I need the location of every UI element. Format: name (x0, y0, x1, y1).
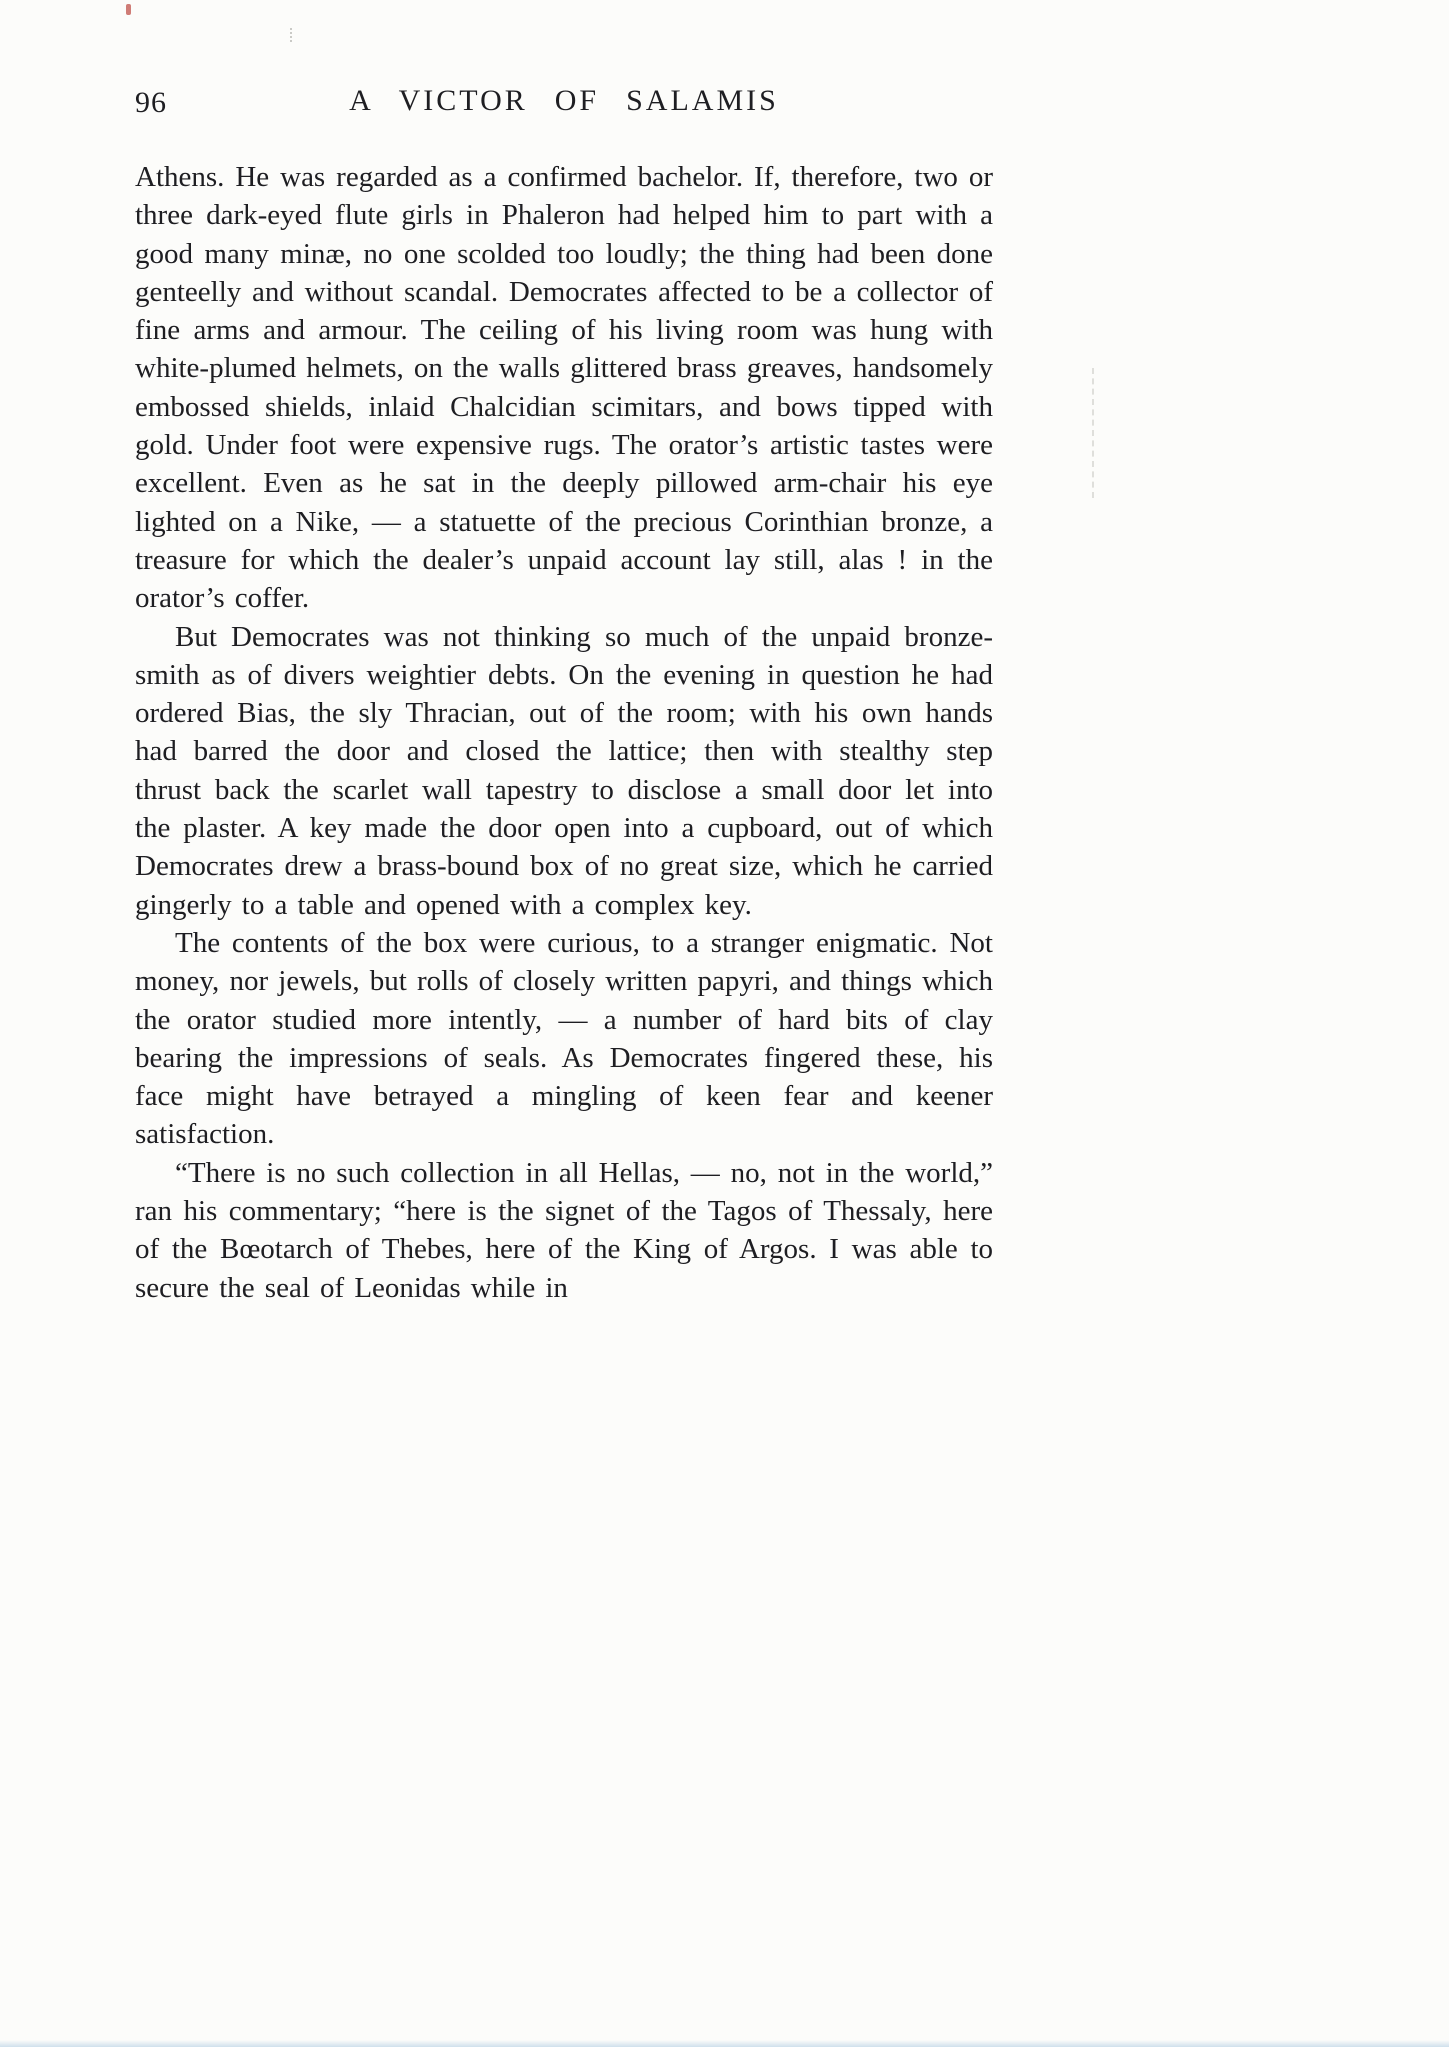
running-title: A VICTOR OF SALAMIS (349, 84, 779, 117)
paragraph-4: “There is no such collection in all Hellas, — no, not in the world,” ran his commentary; “here is the signet of the Tagos of Thessaly, here of the Bœotarch of Thebes, here of the King of Argos. I was able to secure the seal of Leonidas while in (135, 1156, 993, 1304)
page-header (135, 84, 993, 124)
scan-speck-colon (290, 28, 295, 42)
text-block (135, 158, 993, 1307)
scan-speck-margin (1092, 368, 1096, 498)
paragraph-3: The contents of the box were curious, to a stranger enigmatic. Not money, nor jewels, but rolls of closely written papyri, and things which the orator studied more intently, — a number of hard bits of clay bearing the impressions of seals. As Democrates fingered these, his face might have betrayed a mingling of keen fear and keener satisfaction. (135, 926, 993, 1151)
scan-edge-artifact (0, 2040, 1449, 2047)
paragraph-2: But Democrates was not thinking so much of the unpaid bronze-smith as of divers weightier debts. On the evening in question he had ordered Bias, the sly Thracian, out of the room; with his own hands had barred the door and closed the lattice; then with stealthy step thrust back the scarlet wall tapestry to disclose a small door let into the plaster. A key made the door open into a cupboard, out of which Democrates drew a brass-bound box of no great size, which he carried gingerly to a table and opened with a complex key. (135, 620, 993, 921)
scan-speck-red (126, 4, 131, 15)
page-number: 96 (135, 86, 167, 119)
paragraph-1: Athens. He was regarded as a confirmed bachelor. If, therefore, two or three dark-eyed flute girls in Phaleron had helped him to part with a good many minæ, no one scolded too loudly; the thing had been done genteelly and without scandal. Democrates affected to be a collector of fine arms and armour. The ceiling of his living room was hung with white-plumed helmets, on the walls glittered brass greaves, handsomely embossed shields, inlaid Chalcidian scimitars, and bows tipped with gold. Under foot were expensive rugs. The orator’s artistic tastes were excellent. Even as he sat in the deeply pillowed arm-chair his eye lighted on a Nike, — a statuette of the precious Corinthian bronze, a treasure for which the dealer’s unpaid account lay still, alas ! in the orator’s coffer. (135, 161, 993, 615)
